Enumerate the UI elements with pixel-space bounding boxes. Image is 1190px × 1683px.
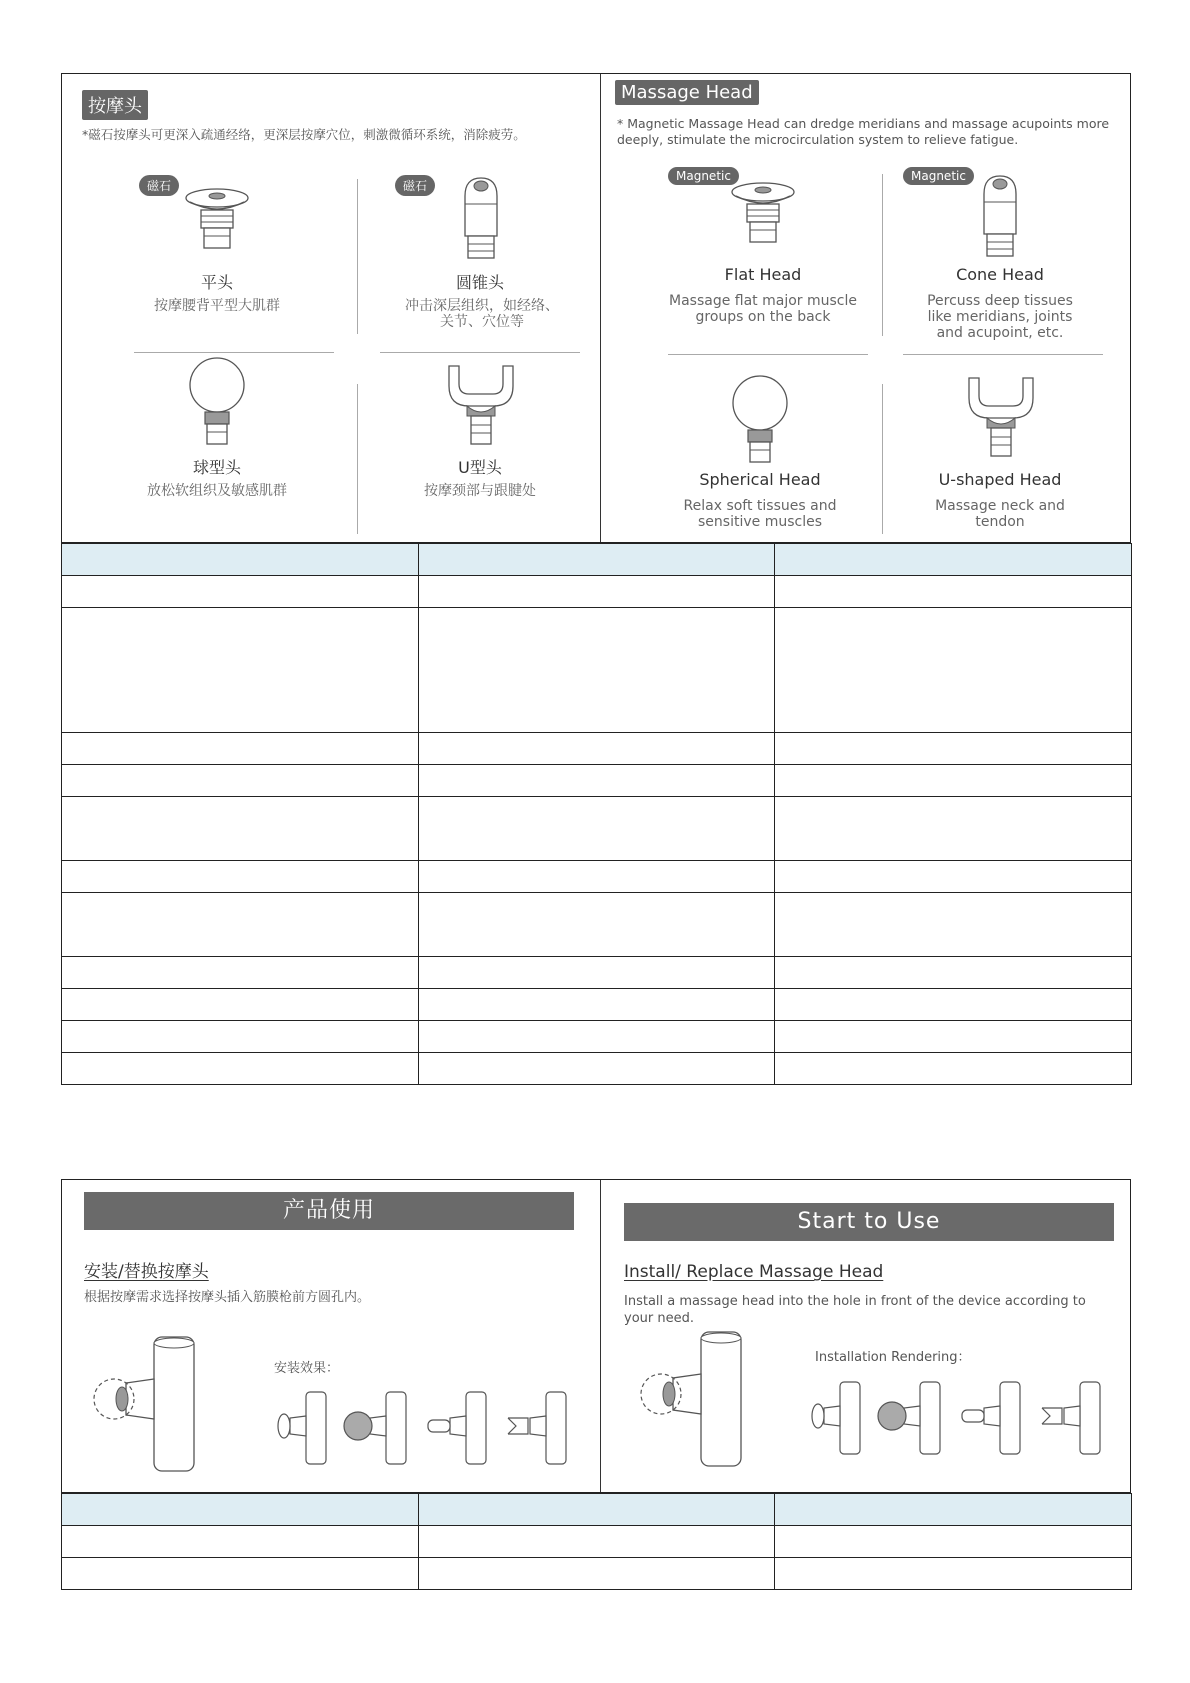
en-install-subtitle: Install/ Replace Massage Head	[624, 1262, 884, 1282]
divider	[882, 384, 883, 534]
head-desc: 放松软组织及敏感肌群	[147, 483, 287, 499]
head-name: 平头	[200, 273, 233, 292]
table-row	[62, 733, 1132, 765]
head-desc: 冲击深层组织，如经络、关节、穴位等	[405, 298, 559, 330]
table-row	[62, 957, 1132, 989]
en-install-text: Install a massage head into the hole in front of the device according to your need.	[624, 1294, 1086, 1326]
head-desc: 按摩腰背平型大肌群	[154, 298, 280, 314]
cone-head-illustration	[978, 172, 1022, 264]
divider	[668, 354, 868, 355]
head-desc: 按摩颈部与跟腱处	[424, 483, 536, 499]
head-desc: Relax soft tissues and sensitive muscles	[683, 498, 837, 530]
table-row	[62, 576, 1132, 608]
spherical-head-illustration	[187, 356, 247, 448]
table-row	[62, 765, 1132, 797]
divider	[357, 384, 358, 534]
divider	[134, 352, 334, 353]
table-row	[62, 608, 1132, 733]
spec-grid-top	[61, 543, 1132, 1085]
u-shaped-head-illustration	[965, 374, 1037, 460]
cn-usage-section	[62, 1180, 601, 1492]
spherical-head-illustration	[730, 374, 790, 466]
head-name: Cone Head	[956, 265, 1044, 284]
massage-gun-illustration	[92, 1335, 202, 1475]
head-name: 圆锥头	[455, 273, 504, 292]
flat-head-illustration	[184, 186, 250, 258]
head-name: U型头	[458, 458, 502, 477]
en-render-label: Installation Rendering：	[815, 1350, 971, 1365]
cn-note: *磁石按摩头可更深入疏通经络，更深层按摩穴位，刺激微循环系统，消除疲劳。	[82, 127, 526, 142]
table-row	[62, 1053, 1132, 1085]
magnetic-badge: 磁石	[395, 175, 435, 196]
divider	[882, 174, 883, 336]
head-name: Spherical Head	[699, 470, 821, 489]
magnetic-badge: 磁石	[139, 175, 179, 196]
table-row	[62, 893, 1132, 957]
divider	[357, 179, 358, 334]
massage-head-panel	[61, 73, 1131, 543]
table-row	[62, 1021, 1132, 1053]
head-name: U-shaped Head	[938, 470, 1062, 489]
cn-section	[62, 74, 601, 542]
magnetic-badge: Magnetic	[903, 167, 974, 185]
head-desc: Percuss deep tissues like meridians, joints and acupoint, etc.	[927, 293, 1073, 341]
installation-rendering	[806, 1378, 1126, 1458]
cn-title: 按摩头	[82, 90, 148, 120]
cn-install-text: 根据按摩需求选择按摩头插入筋膜枪前方圆孔内。	[84, 1290, 371, 1305]
cn-render-label: 安装效果：	[274, 1361, 340, 1376]
head-name: Flat Head	[724, 265, 802, 284]
head-desc: Massage neck and tendon	[935, 498, 1065, 530]
table-row	[62, 1526, 1132, 1558]
divider	[380, 352, 580, 353]
spec-grid-bottom	[61, 1493, 1132, 1590]
en-note: * Magnetic Massage Head can dredge meridians and massage acupoints more deeply, stimulate the microcirculation system to relieve fatigue.	[617, 116, 1110, 147]
en-usage-title: Start to Use	[624, 1203, 1114, 1241]
massage-gun-illustration	[639, 1330, 749, 1470]
table-row	[62, 989, 1132, 1021]
head-desc: Massage flat major muscle groups on the back	[669, 293, 857, 325]
cone-head-illustration	[459, 174, 503, 266]
magnetic-badge: Magnetic	[668, 167, 739, 185]
table-row	[62, 861, 1132, 893]
cn-install-subtitle: 安装/替换按摩头	[84, 1262, 209, 1282]
installation-rendering	[272, 1388, 592, 1468]
cn-usage-title: 产品使用	[84, 1192, 574, 1230]
start-to-use-panel	[61, 1179, 1131, 1493]
table-header-row	[62, 544, 1132, 576]
table-header-row	[62, 1494, 1132, 1526]
en-section	[601, 74, 1130, 542]
divider	[903, 354, 1103, 355]
u-shaped-head-illustration	[445, 362, 517, 448]
flat-head-illustration	[730, 180, 796, 252]
table-row	[62, 797, 1132, 861]
en-usage-section	[601, 1180, 1130, 1492]
table-row	[62, 1558, 1132, 1590]
head-name: 球型头	[192, 458, 241, 477]
en-title: Massage Head	[615, 80, 759, 105]
